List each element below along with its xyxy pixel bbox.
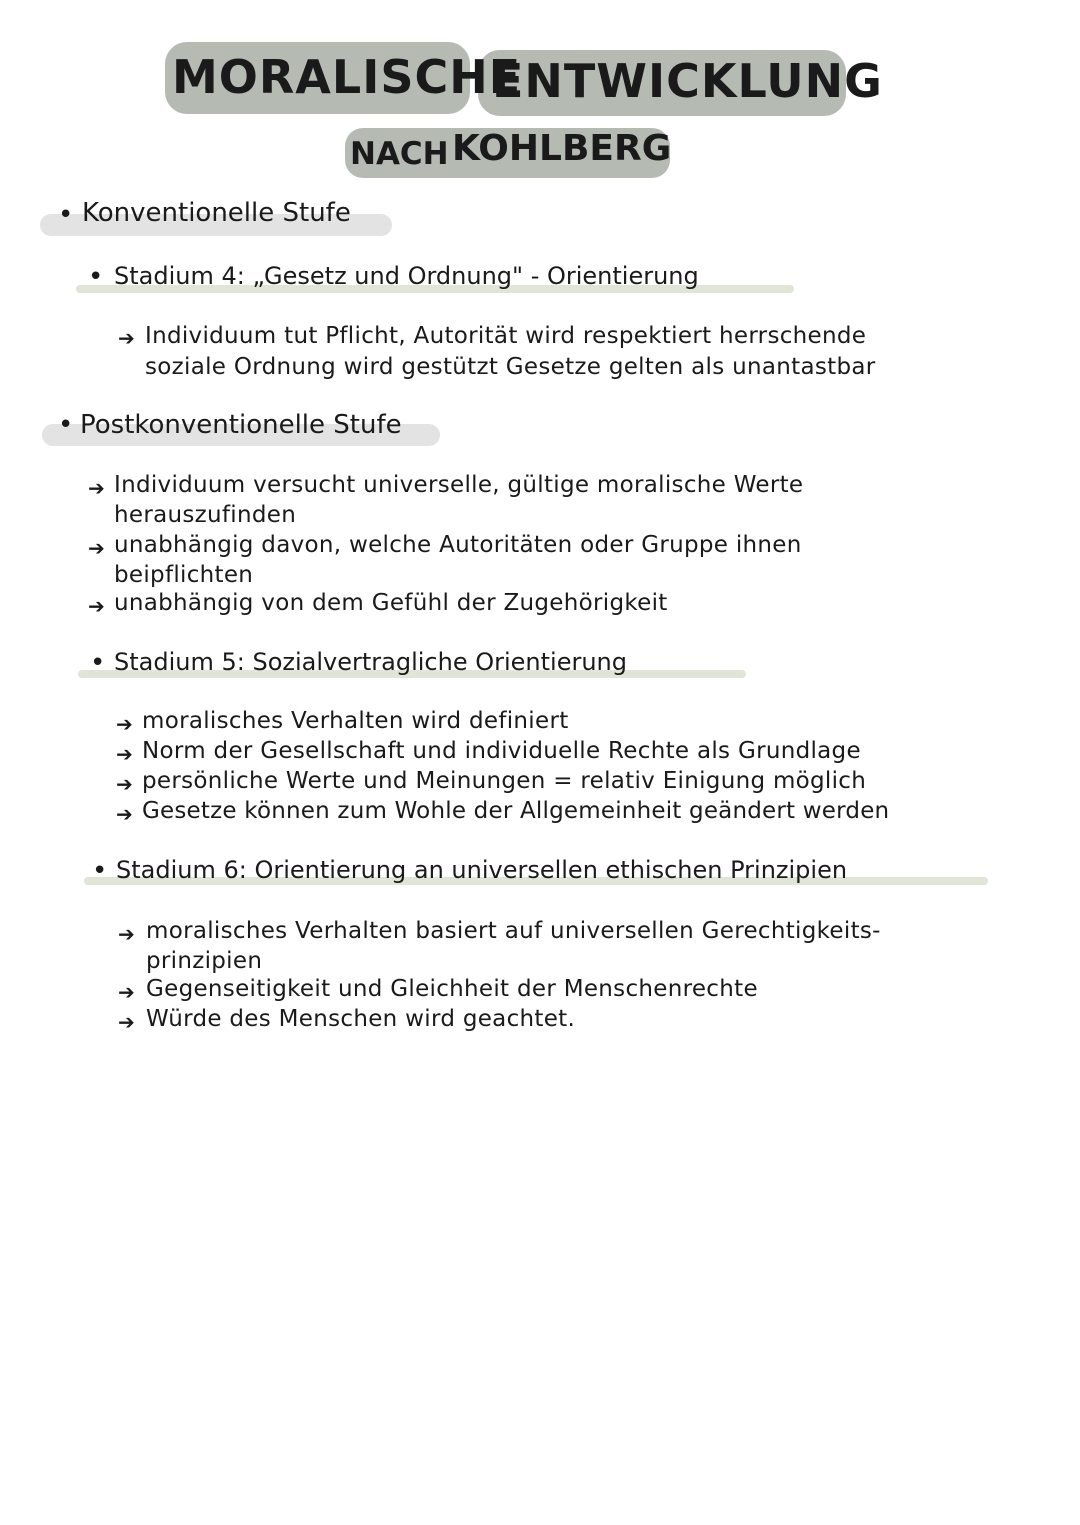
section-heading: Konventionelle Stufe xyxy=(82,198,351,228)
list-item: moralisches Verhalten basiert auf universellen Gerechtigkeits- xyxy=(146,918,881,944)
section-heading: Postkonventionelle Stufe xyxy=(80,410,402,440)
list-item: beipflichten xyxy=(114,562,254,588)
arrow-icon: ➔ xyxy=(116,802,133,826)
list-item: persönliche Werte und Meinungen = relativ Einigung möglich xyxy=(142,768,867,794)
list-item: prinzipien xyxy=(146,948,263,974)
bullet-icon: • xyxy=(58,410,74,440)
page-title-part1: MORALISCHE xyxy=(172,50,522,104)
list-item: Gesetze können zum Wohle der Allgemeinheit geändert werden xyxy=(142,798,890,824)
stage-heading: Stadium 5: Sozialvertragliche Orientierung xyxy=(114,648,627,676)
arrow-icon: ➔ xyxy=(88,476,105,500)
list-item: soziale Ordnung wird gestützt Gesetze gelten als unantastbar xyxy=(145,354,876,380)
bullet-icon: • xyxy=(92,856,108,886)
arrow-icon: ➔ xyxy=(118,1010,135,1034)
bullet-icon: • xyxy=(88,262,104,292)
stage-heading: Stadium 4: „Gesetz und Ordnung" - Orientierung xyxy=(114,262,699,290)
list-item: unabhängig davon, welche Autoritäten oder Gruppe ihnen xyxy=(114,532,802,558)
arrow-icon: ➔ xyxy=(88,536,105,560)
arrow-icon: ➔ xyxy=(118,922,135,946)
bullet-icon: • xyxy=(58,200,74,230)
page-subtitle-part2: KOHLBERG xyxy=(452,128,672,169)
list-item: Individuum versucht universelle, gültige moralische Werte xyxy=(114,472,804,498)
list-item: unabhängig von dem Gefühl der Zugehörigkeit xyxy=(114,590,668,616)
list-item: Würde des Menschen wird geachtet. xyxy=(146,1006,576,1032)
list-item: Norm der Gesellschaft und individuelle Rechte als Grundlage xyxy=(142,738,861,764)
arrow-icon: ➔ xyxy=(118,980,135,1004)
list-item: moralisches Verhalten wird definiert xyxy=(142,708,569,734)
stage-heading: Stadium 6: Orientierung an universellen ethischen Prinzipien xyxy=(116,856,848,884)
bullet-icon: • xyxy=(90,648,106,678)
list-item: herauszufinden xyxy=(114,502,297,528)
arrow-icon: ➔ xyxy=(116,772,133,796)
arrow-icon: ➔ xyxy=(118,326,135,350)
list-item: Gegenseitigkeit und Gleichheit der Menschenrechte xyxy=(146,976,758,1002)
arrow-icon: ➔ xyxy=(88,594,105,618)
arrow-icon: ➔ xyxy=(116,742,133,766)
arrow-icon: ➔ xyxy=(116,712,133,736)
page-subtitle-part1: NACH xyxy=(350,136,449,172)
list-item: Individuum tut Pflicht, Autorität wird respektiert herrschende xyxy=(145,323,867,349)
page-title-part2: ENTWICKLUNG xyxy=(492,54,883,108)
